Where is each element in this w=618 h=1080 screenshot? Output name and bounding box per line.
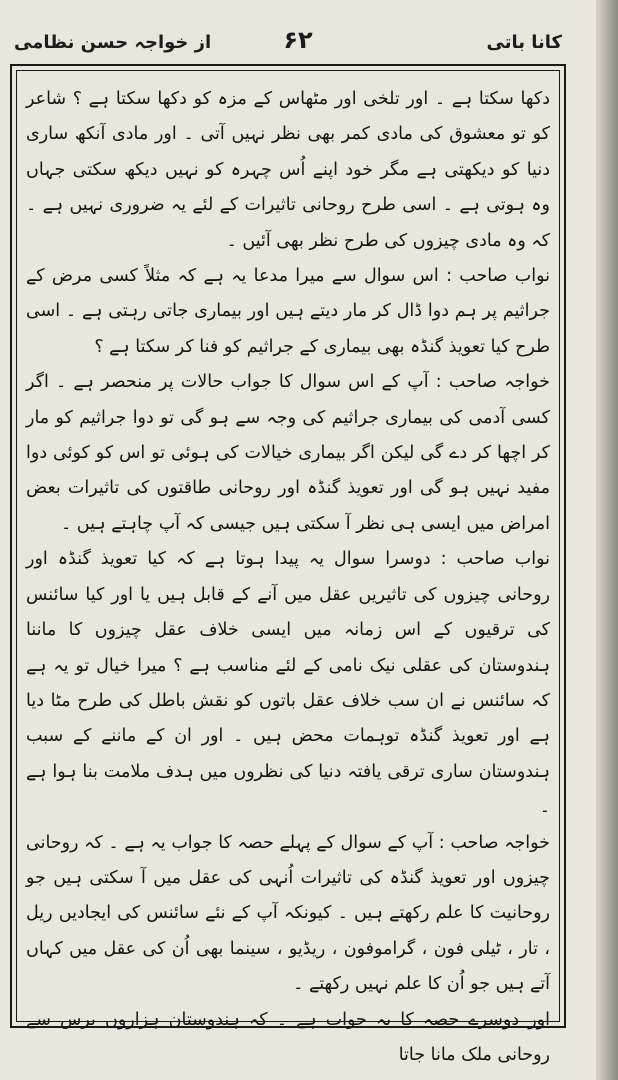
page-header <box>0 24 596 64</box>
paragraph: خواجہ صاحب : آپ کے اس سوال کا جواب حالات پر منحصر ہے ۔ اگر کسی آدمی کی بیماری جراثیم کی وجہ سے ہو گی تو دوا جراثیم کو مار کر اچھا کر دے گی لیکن اگر بیماری خیالات کی ہوئی تو اس کو کوئی دوا مفید نہیں ہو گی اور تعویذ گنڈہ اور روحانی طاقتوں کی تاثیرات بعض امراض میں ایسی ہی نظر آ سکتی ہیں جیسی کہ آپ چاہتے ہیں ۔ <box>26 372 550 534</box>
paragraph: نواب صاحب : دوسرا سوال یہ پیدا ہوتا ہے کہ کیا تعویذ گنڈہ اور روحانی چیزوں کی تاثیریں عقل میں آنے کے قابل ہیں یا اور کیا سائنس کی ترقیوں کے اس زمانہ میں ایسی خلاف عقل چیزوں کا ماننا ہندوستان کی عقلی نیک نامی کے لئے مناسب ہے ؟ میرا خیال تو یہ ہے کہ سائنس نے ان سب خلاف عقل باتوں کو نقش باطل کی طرح مٹا دیا ہے اور تعویذ گنڈہ توہمات محض ہیں ۔ اور ان کے ماننے کے سبب ہندوستان ساری ترقی یافتہ دنیا کی نظروں میں ہدف ملامت بنا ہوا ہے ۔ <box>26 549 550 818</box>
author-line: از خواجہ حسن نظامی <box>14 32 212 53</box>
paragraph: اور دوسرے حصہ کا یہ جواب ہے ۔ کہ ہندوستان ہزاروں برس سے روحانی ملک مانا جاتا <box>26 1009 550 1065</box>
paragraph: دکھا سکتا ہے ۔ اور تلخی اور مٹھاس کے مزہ کو دکھا سکتا ہے ؟ شاعر کو تو معشوق کی مادی کمر بھی نظر نہیں آتی ۔ اور مادی آنکھ ساری دنیا کو دیکھتی ہے مگر خود اپنے اُس چہرہ کو نہیں دیکھ سکتی جہاں وہ ہوتی ہے ۔ اسی طرح روحانی تاثیرات کے لئے یہ ضروری نہیں ہے ۔ کہ وہ مادی چیزوں کی طرح نظر بھی آئیں ۔ <box>26 89 550 251</box>
paragraph: خواجہ صاحب : آپ کے سوال کے پہلے حصہ کا جواب یہ ہے ۔ کہ روحانی چیزوں اور تعویذ گنڈہ کی تاثیرات اُنہی کی عقل میں آ سکتی ہیں جو روحانیت کا علم رکھتے ہیں ۔ کیونکہ آپ کے نئے سائنس کی ایجادیں ریل ، تار ، ٹیلی فون ، گراموفون ، ریڈیو ، سینما بھی اُن کی عقل میں کہاں آتے ہیں جو اُن کا علم نہیں رکھتے ۔ <box>26 832 550 995</box>
page-number: ۶۲ <box>283 26 313 54</box>
page-edge-shadow <box>596 0 618 1080</box>
paragraph: نواب صاحب : اس سوال سے میرا مدعا یہ ہے کہ مثلاً کسی مرض کے جراثیم پر ہم دوا ڈال کر مار دیتے ہیں اور بیماری جاتی رہتی ہے ۔ اسی طرح کیا تعویذ گنڈہ بھی بیماری کے جراثیم کو فنا کر سکتا ہے ؟ <box>26 266 550 357</box>
page-body <box>26 82 550 1065</box>
book-title: کانا باتی <box>486 32 562 53</box>
